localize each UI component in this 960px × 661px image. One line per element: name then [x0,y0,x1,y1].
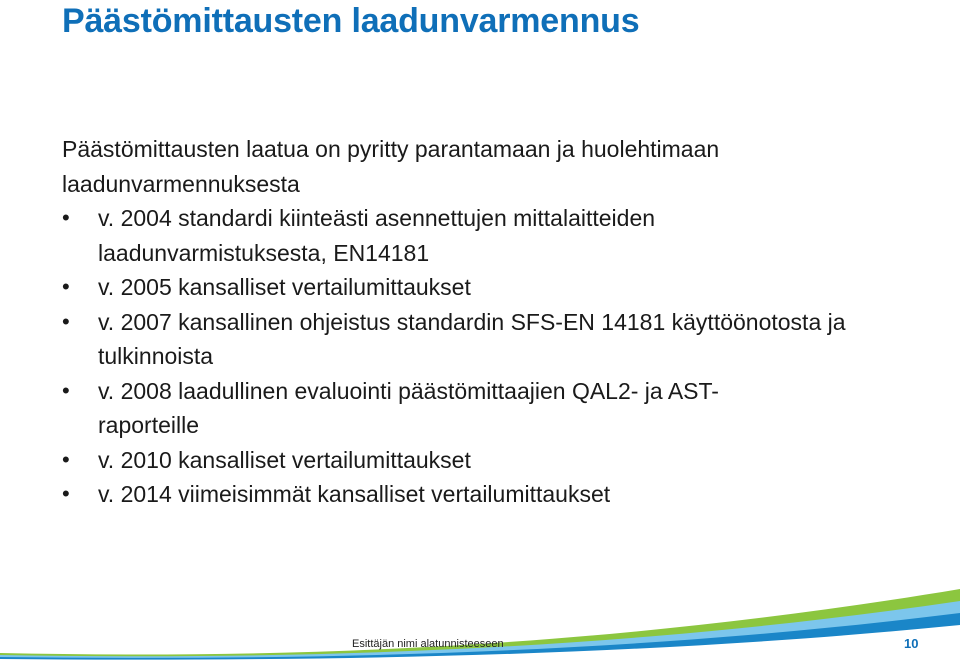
list-item [62,305,932,374]
footer-presenter-text: Esittäjän nimi alatunnisteeseen [352,638,504,650]
list-item [62,201,932,270]
list-item [62,270,932,305]
bullet-dot-icon: • [62,377,70,403]
bullet-dot-icon: • [62,481,70,506]
slide-title: Päästömittausten laadunvarmennus [62,2,640,40]
bullet-text: v. 2014 viimeisimmät kansalliset vertailumittaukset [98,481,611,507]
list-item [62,477,932,512]
bullet-text: v. 2007 kansallinen ohjeistus standardin SFS-EN 14181 käyttöönotosta ja tulkinnoista [98,308,846,369]
bullet-text: v. 2010 kansalliset vertailumittaukset [98,446,471,473]
bullet-dot-icon: • [62,446,70,472]
list-item [62,443,932,478]
list-item [62,374,932,443]
bullet-dot-icon: • [62,205,70,230]
slide-content [62,132,932,512]
bullet-text: v. 2008 laadullinen evaluointi päästömittaajien QAL2- ja AST-raporteille [98,377,719,438]
intro-paragraph: Päästömittausten laatua on pyritty parantamaan ja huolehtimaan laadunvarmennuksesta [62,136,720,197]
bullet-text: v. 2004 standardi kiinteästi asennettujen mittalaitteiden laadunvarmistuksesta, EN14181 [98,205,656,266]
bullet-dot-icon: • [62,308,70,334]
page-number: 10 [904,636,919,651]
bullet-text: v. 2005 kansalliset vertailumittaukset [98,274,471,300]
bullet-dot-icon: • [62,274,70,299]
bullet-list [62,201,932,512]
